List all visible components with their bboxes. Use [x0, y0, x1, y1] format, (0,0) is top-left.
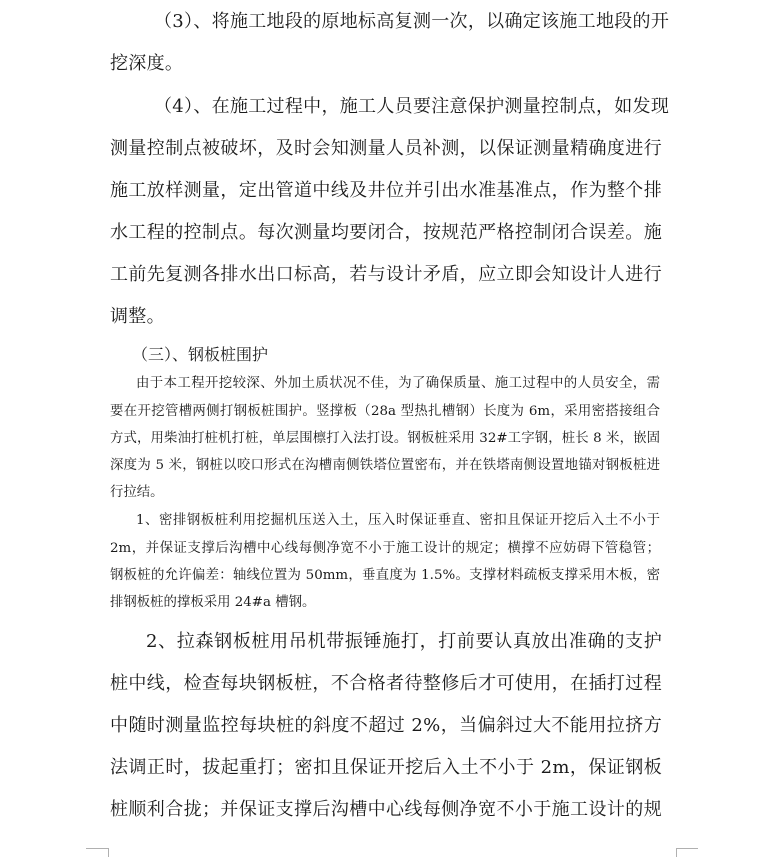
paragraph-3-line-1: （3）、将施工地段的原地标高复测一次，以确定该施工地段的开 [154, 11, 670, 32]
paragraph-4-line-6: 调整。 [110, 306, 165, 327]
crop-mark-right-vertical [676, 848, 677, 857]
intro-line-5: 行拉结。 [110, 485, 164, 500]
intro-line-2: 要在开挖管槽两侧打钢板桩围护。竖撑板（28a 型热扎槽钢）长度为 6m，采用密搭接组合 [110, 404, 660, 419]
crop-mark-left-horizontal [86, 848, 108, 849]
intro-line-1: 由于本工程开挖较深、外加土质状况不佳，为了确保质量、施工过程中的人员安全，需 [136, 376, 660, 391]
item-2-line-1: 2、拉森钢板桩用吊机带振锤施打，打前要认真放出准确的支护 [146, 631, 662, 652]
item-1-line-3: 钢板桩的允许偏差：轴线位置为 50mm，垂直度为 1.5%。支撑材料疏板支撑采用木板，密 [110, 568, 660, 583]
item-2-line-3: 中随时测量监控每块桩的斜度不超过 2%，当偏斜过大不能用拉挤方 [110, 715, 662, 736]
paragraph-4-line-1: （4）、在施工过程中，施工人员要注意保护测量控制点，如发现 [154, 96, 670, 117]
paragraph-4-line-4: 水工程的控制点。每次测量均要闭合，按规范严格控制闭合误差。施 [110, 222, 662, 243]
item-2-line-2: 桩中线，检查每块钢板桩，不合格者待整修后才可使用，在插打过程 [110, 673, 662, 694]
paragraph-4-line-3: 施工放样测量，定出管道中线及井位并引出水准基准点，作为整个排 [110, 180, 662, 201]
crop-mark-left-vertical [108, 848, 109, 857]
item-1-line-4: 排钢板桩的撑板采用 24#a 槽钢。 [110, 595, 316, 610]
item-2-line-4: 法调正时，拔起重打；密扣且保证开挖后入土不小于 2m，保证钢板 [110, 757, 662, 778]
intro-line-4: 深度为 5 米，钢桩以咬口形式在沟槽南侧铁塔位置密布，并在铁塔南侧设置地锚对钢板桩进 [110, 458, 660, 473]
paragraph-4-line-5: 工前先复测各排水出口标高，若与设计矛盾，应立即会知设计人进行 [110, 264, 662, 285]
crop-mark-right-horizontal [676, 848, 698, 849]
intro-line-3: 方式，用柴油打桩机打桩，单层围檩打入法打设。钢板桩采用 32#工字钢，桩长 8 米，嵌固 [110, 431, 660, 446]
item-1-line-2: 2m，并保证支撑后沟槽中心线每侧净宽不小于施工设计的规定；横撑不应妨碍下管稳管； [110, 541, 660, 556]
paragraph-3-line-2: 挖深度。 [110, 53, 184, 74]
paragraph-4-line-2: 测量控制点被破坏，及时会知测量人员补测，以保证测量精确度进行 [110, 138, 662, 159]
section-heading: （三）、钢板桩围护 [132, 345, 269, 364]
item-2-line-5: 桩顺利合拢；并保证支撑后沟槽中心线每侧净宽不小于施工设计的规 [110, 799, 662, 820]
item-1-line-1: 1、密排钢板桩利用挖掘机压送入土，压入时保证垂直、密扣且保证开挖后入土不小于 [136, 513, 660, 528]
